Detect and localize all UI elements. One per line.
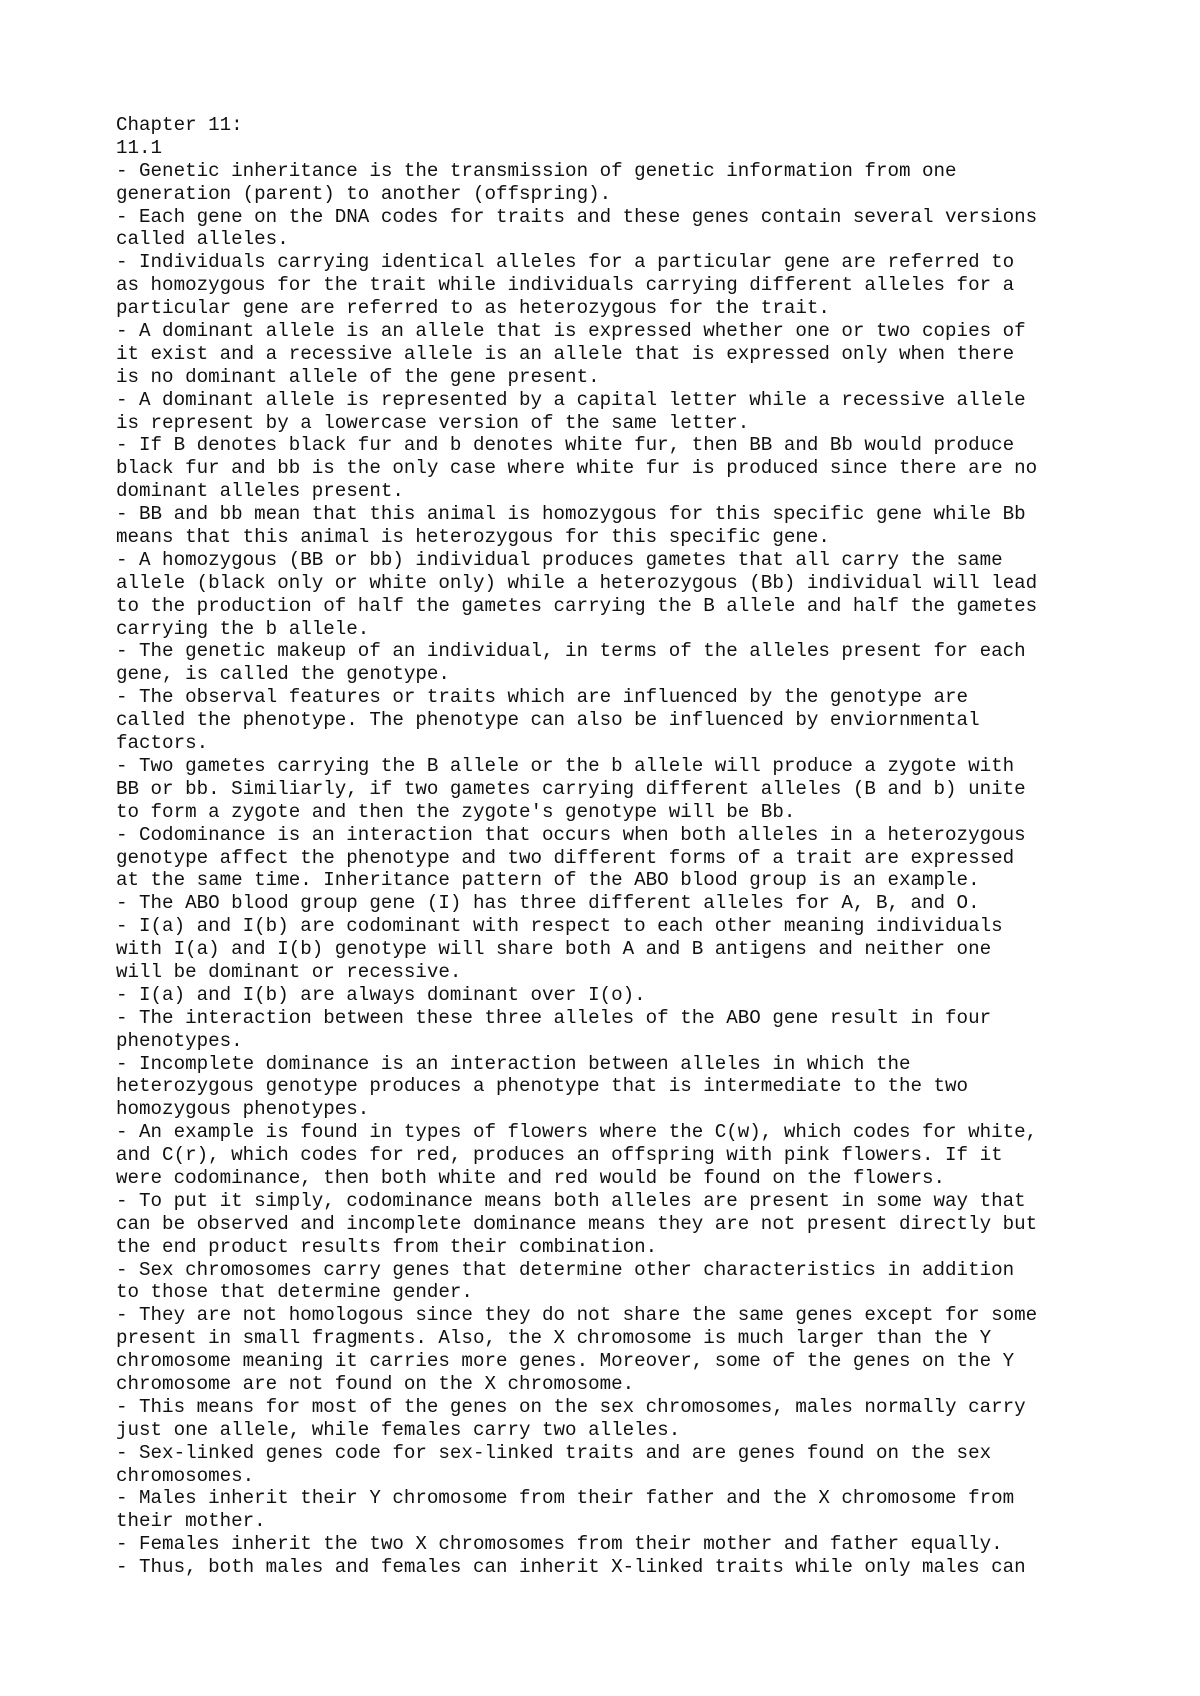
text-line: black fur and bb is the only case where white fur is produced since there are no [116,457,1038,480]
text-line: their mother. [116,1510,266,1533]
text-line: dominant alleles present. [116,480,404,503]
text-line: - This means for most of the genes on the sex chromosomes, males normally carry [116,1395,1026,1418]
text-line: were codominance, then both white and red would be found on the flowers. [116,1166,946,1189]
text-line: means that this animal is heterozygous for this specific gene. [116,526,830,549]
text-line: - If B denotes black fur and b denotes white fur, then BB and Bb would produce [116,434,1015,457]
text-line: at the same time. Inheritance pattern of the ABO blood group is an example. [116,869,980,892]
text-line: - Sex chromosomes carry genes that determine other characteristics in addition [116,1258,1015,1281]
text-line: carrying the b allele. [116,617,370,640]
text-line: is represent by a lowercase version of the same letter. [116,411,750,434]
text-line: - Thus, both males and females can inherit X-linked traits while only males can [116,1556,1026,1579]
section-number: 11.1 [116,136,163,159]
text-line: will be dominant or recessive. [116,960,462,983]
text-line: particular gene are referred to as heterozygous for the trait. [116,297,830,320]
text-line: - Sex-linked genes code for sex-linked traits and are genes found on the sex [116,1441,992,1464]
text-line: - Two gametes carrying the B allele or the b allele will produce a zygote with [116,754,1015,777]
text-line: - They are not homologous since they do not share the same genes except for some [116,1304,1038,1327]
text-line: - To put it simply, codominance means both alleles are present in some way that [116,1189,1026,1212]
text-line: present in small fragments. Also, the X chromosome is much larger than the Y [116,1327,992,1350]
text-line: to form a zygote and then the zygote's genotype will be Bb. [116,800,796,823]
text-line: the end product results from their combination. [116,1235,658,1258]
text-line: phenotypes. [116,1029,243,1052]
text-line: - The observal features or traits which are influenced by the genotype are [116,686,969,709]
text-line: - Each gene on the DNA codes for traits and these genes contain several versions [116,205,1038,228]
text-line: with I(a) and I(b) genotype will share both A and B antigens and neither one [116,938,992,961]
text-line: gene, is called the genotype. [116,663,450,686]
text-line: can be observed and incomplete dominance means they are not present directly but [116,1212,1038,1235]
text-line: - A dominant allele is an allele that is expressed whether one or two copies of [116,320,1026,343]
text-line: - Codominance is an interaction that occurs when both alleles in a heterozygous [116,823,1026,846]
text-line: - A dominant allele is represented by a capital letter while a recessive allele [116,388,1026,411]
text-line: - Females inherit the two X chromosomes from their mother and father equally. [116,1533,1003,1556]
text-line: to those that determine gender. [116,1281,473,1304]
text-line: - I(a) and I(b) are always dominant over I(o). [116,983,646,1006]
text-line: generation (parent) to another (offspring). [116,182,612,205]
text-line: - BB and bb mean that this animal is homozygous for this specific gene while Bb [116,503,1026,526]
text-line: - Males inherit their Y chromosome from their father and the X chromosome from [116,1487,1015,1510]
text-line: - The interaction between these three alleles of the ABO gene result in four [116,1006,992,1029]
document-text [116,114,1116,1579]
text-line: it exist and a recessive allele is an allele that is expressed only when there [116,342,1015,365]
text-line: to the production of half the gametes carrying the B allele and half the gametes [116,594,1038,617]
text-line: - A homozygous (BB or bb) individual produces gametes that all carry the same [116,548,1003,571]
text-line: - Genetic inheritance is the transmission of genetic information from one [116,159,957,182]
text-line: just one allele, while females carry two alleles. [116,1418,681,1441]
text-line: allele (black only or white only) while a heterozygous (Bb) individual will lead [116,571,1038,594]
text-line: BB or bb. Similiarly, if two gametes carrying different alleles (B and b) unite [116,777,1026,800]
text-line: and C(r), which codes for red, produces an offspring with pink flowers. If it [116,1144,1003,1167]
text-line: - The genetic makeup of an individual, in terms of the alleles present for each [116,640,1026,663]
chapter-heading: Chapter 11: [116,114,243,136]
text-line: genotype affect the phenotype and two different forms of a trait are expressed [116,846,1015,869]
text-line: - I(a) and I(b) are codominant with respect to each other meaning individuals [116,915,1003,938]
text-line: - Incomplete dominance is an interaction between alleles in which the [116,1052,911,1075]
text-line: homozygous phenotypes. [116,1098,370,1121]
text-line: chromosome are not found on the X chromosome. [116,1372,635,1395]
text-line: chromosomes. [116,1464,255,1487]
text-line: called alleles. [116,228,289,251]
text-line: - Individuals carrying identical alleles for a particular gene are referred to [116,251,1015,274]
text-line: factors. [116,732,209,755]
text-line: is no dominant allele of the gene present. [116,365,600,388]
text-line: - An example is found in types of flowers where the C(w), which codes for white, [116,1121,1038,1144]
text-line: called the phenotype. The phenotype can also be influenced by enviornmental [116,709,980,732]
text-line: chromosome meaning it carries more genes. Moreover, some of the genes on the Y [116,1350,1015,1373]
text-line: as homozygous for the trait while individuals carrying different alleles for a [116,274,1015,297]
text-line: heterozygous genotype produces a phenotype that is intermediate to the two [116,1075,969,1098]
text-line: - The ABO blood group gene (I) has three different alleles for A, B, and O. [116,892,980,915]
